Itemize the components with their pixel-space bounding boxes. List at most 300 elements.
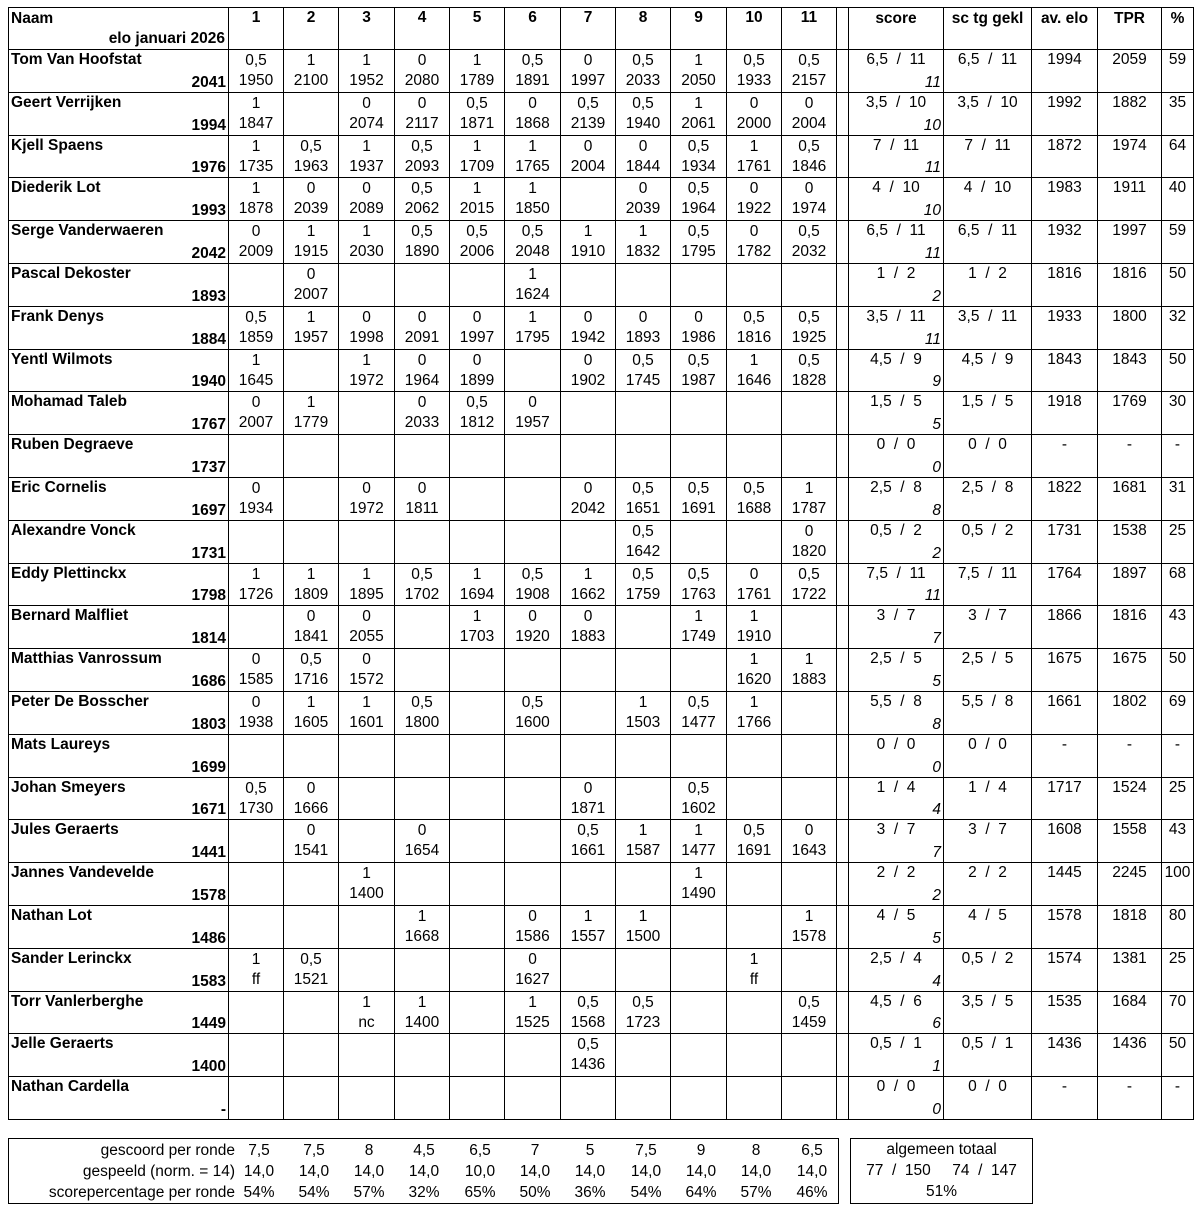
round-10-cell (727, 649, 782, 692)
opponent-elo: 1974 (791, 200, 827, 218)
column-separator (837, 649, 849, 692)
round-5-cell (450, 1077, 505, 1120)
round-result: 1 (251, 351, 261, 369)
opponent-elo (395, 884, 449, 904)
games-played: 2 (932, 287, 941, 305)
round-7-cell (561, 948, 616, 991)
round-7-cell (561, 563, 616, 606)
round-result (505, 522, 560, 542)
round-1-cell (229, 563, 284, 606)
round-5-cell (450, 349, 505, 392)
av-elo-cell: 1872 (1032, 135, 1098, 178)
round-3-cell (339, 392, 395, 435)
opponent-elo (505, 1098, 560, 1118)
column-separator (837, 905, 849, 948)
sc-tg-gekl-cell: 4 / 10 (944, 178, 1032, 221)
round-result: 1 (251, 950, 261, 968)
pct-cell: 43 (1162, 606, 1194, 649)
round-result: 0 (749, 94, 759, 112)
score-value: 2,5 / 8 (870, 478, 922, 496)
player-name-cell (9, 563, 229, 606)
column-separator (837, 349, 849, 392)
round-3-cell (339, 92, 395, 135)
opponent-elo: 1920 (515, 628, 550, 646)
round-result: 1 (694, 94, 703, 112)
round-7-cell (561, 991, 616, 1034)
games-played: 0 (932, 1100, 941, 1118)
round-6-cell (505, 50, 561, 93)
opponent-elo (782, 285, 836, 305)
opponent-elo (284, 927, 338, 947)
round-result: 0 (362, 94, 371, 112)
opponent-elo: 1795 (515, 328, 550, 346)
player-row (9, 991, 1194, 1034)
round-9-cell (671, 135, 727, 178)
score-value: 0 / 0 (876, 1078, 916, 1096)
round-result (229, 1035, 283, 1055)
round-6-cell (505, 435, 561, 478)
round-result: 0,5 (687, 479, 710, 497)
player-name: Matthias Vanrossum (11, 650, 162, 668)
round-result: 1 (638, 223, 648, 241)
footer-row-gescoord (9, 1140, 840, 1161)
round-result (616, 436, 670, 456)
round-result (450, 479, 504, 499)
player-elo: 1884 (191, 330, 226, 348)
round-9-cell (671, 991, 727, 1034)
round-2-cell (284, 649, 339, 692)
opponent-elo (616, 627, 670, 647)
round-result: 0,5 (300, 651, 322, 669)
opponent-elo: 2007 (293, 285, 329, 303)
round-7-total: 14,0 (574, 1163, 606, 1180)
round-result (284, 736, 338, 756)
opponent-elo: 1844 (625, 157, 661, 175)
opponent-elo: 1503 (625, 713, 661, 731)
player-name: Diederik Lot (11, 179, 101, 197)
round-4-cell (395, 435, 450, 478)
round-4-cell (395, 135, 450, 178)
opponent-elo (339, 970, 394, 990)
opponent-elo: 1600 (515, 713, 550, 731)
player-name-cell (9, 477, 229, 520)
round-6-cell (505, 178, 561, 221)
round-5-total: 10,0 (464, 1163, 496, 1180)
round-result (284, 351, 338, 371)
sc-tg-gekl-cell: 1 / 2 (944, 263, 1032, 306)
round-3-cell (339, 820, 395, 863)
round-11-cell (782, 905, 837, 948)
score-value: 4,5 / 6 (870, 992, 922, 1010)
round-result: 0,5 (245, 52, 267, 69)
pct-cell: 32 (1162, 306, 1194, 349)
round-11-cell (782, 991, 837, 1034)
round-result: 1 (749, 950, 759, 968)
header-name-cell (9, 8, 229, 50)
opponent-elo (616, 756, 670, 776)
opponent-elo: 1883 (570, 628, 606, 646)
opponent-elo: 2050 (681, 72, 716, 89)
round-result (671, 950, 726, 970)
opponent-elo: 1761 (736, 157, 772, 175)
sc-tg-gekl-cell: 1 / 4 (944, 777, 1032, 820)
player-elo: 1893 (191, 287, 226, 305)
score-value: 0,5 / 1 (870, 1035, 922, 1053)
round-2-cell (284, 1077, 339, 1120)
opponent-elo (616, 1098, 670, 1118)
opponent-elo (727, 1055, 781, 1075)
round-7-cell (561, 691, 616, 734)
round-result: 0 (306, 180, 316, 198)
opponent-elo (671, 670, 726, 690)
round-result: 1 (251, 94, 261, 112)
round-result (229, 864, 283, 884)
opponent-elo: 2117 (405, 114, 439, 132)
round-4-cell (395, 263, 450, 306)
round-4-total: 4,5 (413, 1142, 435, 1159)
round-result: 1 (472, 180, 482, 198)
round-result: 0,5 (687, 693, 710, 711)
opponent-elo: 1972 (349, 499, 384, 517)
round-1-cell (229, 178, 284, 221)
player-name: Mats Laureys (11, 735, 111, 753)
player-row (9, 563, 1194, 606)
games-played: 5 (932, 672, 941, 690)
round-5-cell (450, 948, 505, 991)
tpr-cell: 1911 (1098, 178, 1162, 221)
round-10-cell (727, 905, 782, 948)
opponent-elo (229, 627, 283, 647)
round-result: 1 (749, 651, 759, 669)
opponent-elo: 1789 (459, 72, 495, 89)
opponent-elo (727, 884, 781, 904)
round-result: 0,5 (687, 137, 710, 155)
round-result (782, 950, 836, 970)
player-row (9, 863, 1194, 906)
av-elo-cell: 1822 (1032, 477, 1098, 520)
round-10-cell (727, 606, 782, 649)
opponent-elo (616, 884, 670, 904)
round-result (505, 864, 560, 884)
round-6-total: 50% (519, 1184, 551, 1201)
player-elo: 1731 (191, 544, 226, 562)
round-7-cell (561, 349, 616, 392)
opponent-elo (229, 456, 283, 476)
round-8-total: 7,5 (635, 1142, 657, 1159)
round-result: 0 (804, 822, 814, 840)
pct-cell: 100 (1162, 863, 1194, 906)
round-result: 0,5 (632, 993, 654, 1011)
round-7-cell (561, 221, 616, 264)
opponent-elo: 1964 (681, 200, 716, 218)
round-5-total: 65% (464, 1184, 496, 1201)
round-1-cell (229, 135, 284, 178)
opponent-elo: 1957 (515, 414, 550, 432)
round-result: 1 (528, 265, 537, 283)
opponent-elo (616, 670, 670, 690)
round-9-cell (671, 221, 727, 264)
column-separator (837, 820, 849, 863)
opponent-elo (229, 1013, 283, 1033)
round-1-cell (229, 520, 284, 563)
header-round-11: 11 (782, 8, 837, 50)
round-9-cell (671, 691, 727, 734)
av-elo-cell: 1816 (1032, 263, 1098, 306)
round-6-cell (505, 1077, 561, 1120)
tpr-cell: - (1098, 435, 1162, 478)
opponent-elo: 1934 (681, 157, 716, 175)
round-8-cell (616, 863, 671, 906)
round-result (782, 864, 836, 884)
round-1-total: 7,5 (248, 1142, 270, 1159)
round-9-cell (671, 392, 727, 435)
opponent-elo: 1871 (459, 114, 495, 132)
opponent-elo (505, 799, 560, 819)
round-result (229, 436, 283, 456)
opponent-elo: 2091 (404, 328, 440, 346)
round-2-cell (284, 991, 339, 1034)
opponent-elo: 1940 (625, 114, 661, 132)
player-row (9, 1077, 1194, 1120)
round-result (284, 522, 338, 542)
tpr-cell: 1800 (1098, 306, 1162, 349)
opponent-elo (782, 884, 836, 904)
player-elo: - (220, 1100, 226, 1118)
opponent-elo (450, 927, 504, 947)
round-result (339, 265, 394, 285)
pct-cell: 25 (1162, 777, 1194, 820)
round-3-cell (339, 221, 395, 264)
player-row (9, 178, 1194, 221)
player-name-cell (9, 135, 229, 178)
round-4-cell (395, 691, 450, 734)
opponent-elo: 1871 (570, 799, 606, 817)
opponent-elo: 1850 (515, 200, 550, 218)
round-11-cell (782, 1034, 837, 1077)
column-separator (837, 691, 849, 734)
opponent-elo (284, 542, 338, 562)
round-11-cell (782, 349, 837, 392)
opponent-elo: 1820 (791, 542, 827, 560)
round-11-cell (782, 863, 837, 906)
round-1-cell (229, 306, 284, 349)
sc-tg-gekl-cell: 2 / 2 (944, 863, 1032, 906)
opponent-elo (782, 756, 836, 776)
player-name: Jannes Vandevelde (11, 864, 155, 882)
round-result: 0 (306, 265, 316, 283)
round-4-cell (395, 863, 450, 906)
round-result (616, 1035, 670, 1055)
round-3-total: 8 (364, 1142, 374, 1159)
round-result: 0 (583, 608, 593, 626)
opponent-elo (561, 970, 615, 990)
score-cell (849, 178, 944, 221)
round-3-cell (339, 477, 395, 520)
round-5-cell (450, 263, 505, 306)
round-result: 1 (306, 394, 316, 412)
round-3-cell (339, 905, 395, 948)
round-9-cell (671, 606, 727, 649)
round-8-cell (616, 435, 671, 478)
round-3-total: 57% (353, 1184, 385, 1201)
round-9-cell (671, 948, 727, 991)
round-6-cell (505, 306, 561, 349)
round-result: 1 (638, 907, 648, 925)
round-result (671, 265, 726, 285)
opponent-elo: 1645 (238, 371, 274, 389)
round-1-cell (229, 50, 284, 93)
games-played: 10 (923, 202, 941, 220)
round-5-cell (450, 649, 505, 692)
round-result (450, 650, 504, 670)
games-played: 2 (932, 544, 941, 562)
round-1-cell (229, 820, 284, 863)
round-3-cell (339, 435, 395, 478)
header-tpr: TPR (1098, 8, 1162, 50)
round-1-cell (229, 221, 284, 264)
column-separator (837, 777, 849, 820)
pct-cell: - (1162, 1077, 1194, 1120)
opponent-elo (671, 970, 726, 990)
av-elo-cell: 1918 (1032, 392, 1098, 435)
round-5-cell (450, 691, 505, 734)
opponent-elo: 1702 (404, 585, 440, 603)
player-elo: 1798 (191, 587, 226, 605)
opponent-elo: 2062 (404, 200, 440, 218)
opponent-elo: 1666 (293, 799, 329, 817)
round-6-cell (505, 777, 561, 820)
round-6-cell (505, 863, 561, 906)
round-result: 0 (362, 308, 371, 326)
opponent-elo (229, 1055, 283, 1075)
round-4-cell (395, 563, 450, 606)
opponent-elo: 2009 (238, 243, 274, 261)
opponent-elo (450, 799, 504, 819)
sc-tg-gekl-cell: 0 / 0 (944, 734, 1032, 777)
round-9-cell (671, 263, 727, 306)
round-2-cell (284, 691, 339, 734)
opponent-elo: 1661 (570, 842, 606, 860)
opponent-elo: nc (358, 1013, 375, 1031)
round-9-cell (671, 820, 727, 863)
column-separator (837, 563, 849, 606)
round-5-cell (450, 178, 505, 221)
round-result (616, 864, 670, 884)
player-name: Johan Smeyers (11, 778, 126, 796)
round-1-cell (229, 734, 284, 777)
round-8-cell (616, 649, 671, 692)
score-value: 3,5 / 11 (866, 307, 926, 325)
round-result (727, 864, 781, 884)
opponent-elo (284, 1055, 338, 1075)
round-result (505, 436, 560, 456)
round-8-cell (616, 948, 671, 991)
column-separator (837, 178, 849, 221)
av-elo-cell: 1764 (1032, 563, 1098, 606)
round-result (284, 436, 338, 456)
round-result (727, 436, 781, 456)
header-row (9, 8, 1194, 50)
opponent-elo (450, 756, 504, 776)
opponent-elo: 1933 (736, 72, 772, 89)
round-result (395, 607, 449, 627)
round-result: 0 (362, 608, 371, 626)
round-6-cell (505, 691, 561, 734)
opponent-elo (339, 413, 394, 433)
round-result: 1 (306, 223, 316, 241)
round-result (671, 1035, 726, 1055)
tpr-cell: 1381 (1098, 948, 1162, 991)
opponent-elo: 1602 (681, 799, 716, 817)
pct-cell: 80 (1162, 905, 1194, 948)
opponent-elo: 1691 (681, 499, 716, 517)
opponent-elo: 1557 (570, 927, 606, 945)
round-5-cell (450, 863, 505, 906)
score-cell (849, 435, 944, 478)
round-5-cell (450, 520, 505, 563)
opponent-elo: 1997 (459, 328, 495, 346)
round-9-cell (671, 1034, 727, 1077)
player-elo: 1940 (191, 373, 226, 391)
opponent-elo: 1964 (404, 371, 440, 389)
round-result (339, 436, 394, 456)
opponent-elo: 1998 (349, 328, 384, 346)
round-result: 1 (362, 693, 371, 711)
round-10-cell (727, 1077, 782, 1120)
round-result: 0 (251, 223, 261, 241)
round-8-cell (616, 135, 671, 178)
round-7-cell (561, 178, 616, 221)
round-result (727, 779, 781, 799)
sc-tg-gekl-cell: 0 / 0 (944, 1077, 1032, 1120)
score-value: 7,5 / 11 (866, 564, 926, 582)
opponent-elo (671, 756, 726, 776)
opponent-elo: 1654 (404, 842, 440, 860)
round-9-cell (671, 863, 727, 906)
round-result: 0 (417, 479, 427, 497)
av-elo-cell: 1608 (1032, 820, 1098, 863)
round-4-cell (395, 948, 450, 991)
opponent-elo: 1668 (404, 927, 440, 945)
round-2-total: 7,5 (303, 1142, 325, 1159)
player-name: Nathan Cardella (11, 1078, 130, 1096)
player-row (9, 520, 1194, 563)
round-9-cell (671, 92, 727, 135)
round-result: 0,5 (798, 52, 820, 69)
round-4-cell (395, 820, 450, 863)
round-1-cell (229, 1077, 284, 1120)
round-2-cell (284, 1034, 339, 1077)
opponent-elo (339, 1055, 394, 1075)
round-result: 0 (694, 308, 703, 326)
score-value: 2 / 2 (876, 864, 916, 882)
round-10-cell (727, 50, 782, 93)
player-name: Nathan Lot (11, 906, 92, 924)
round-result: 0 (638, 137, 648, 155)
round-9-cell (671, 50, 727, 93)
round-result: 1 (694, 865, 703, 883)
opponent-elo (505, 841, 560, 861)
opponent-elo (505, 456, 560, 476)
round-5-cell (450, 606, 505, 649)
round-10-cell (727, 178, 782, 221)
opponent-elo (727, 1013, 781, 1033)
round-result: 1 (749, 693, 759, 711)
opponent-elo: 1765 (515, 157, 550, 175)
opponent-elo: 1891 (515, 72, 550, 89)
round-result: 0,5 (411, 180, 433, 198)
round-result: 0 (362, 651, 371, 669)
